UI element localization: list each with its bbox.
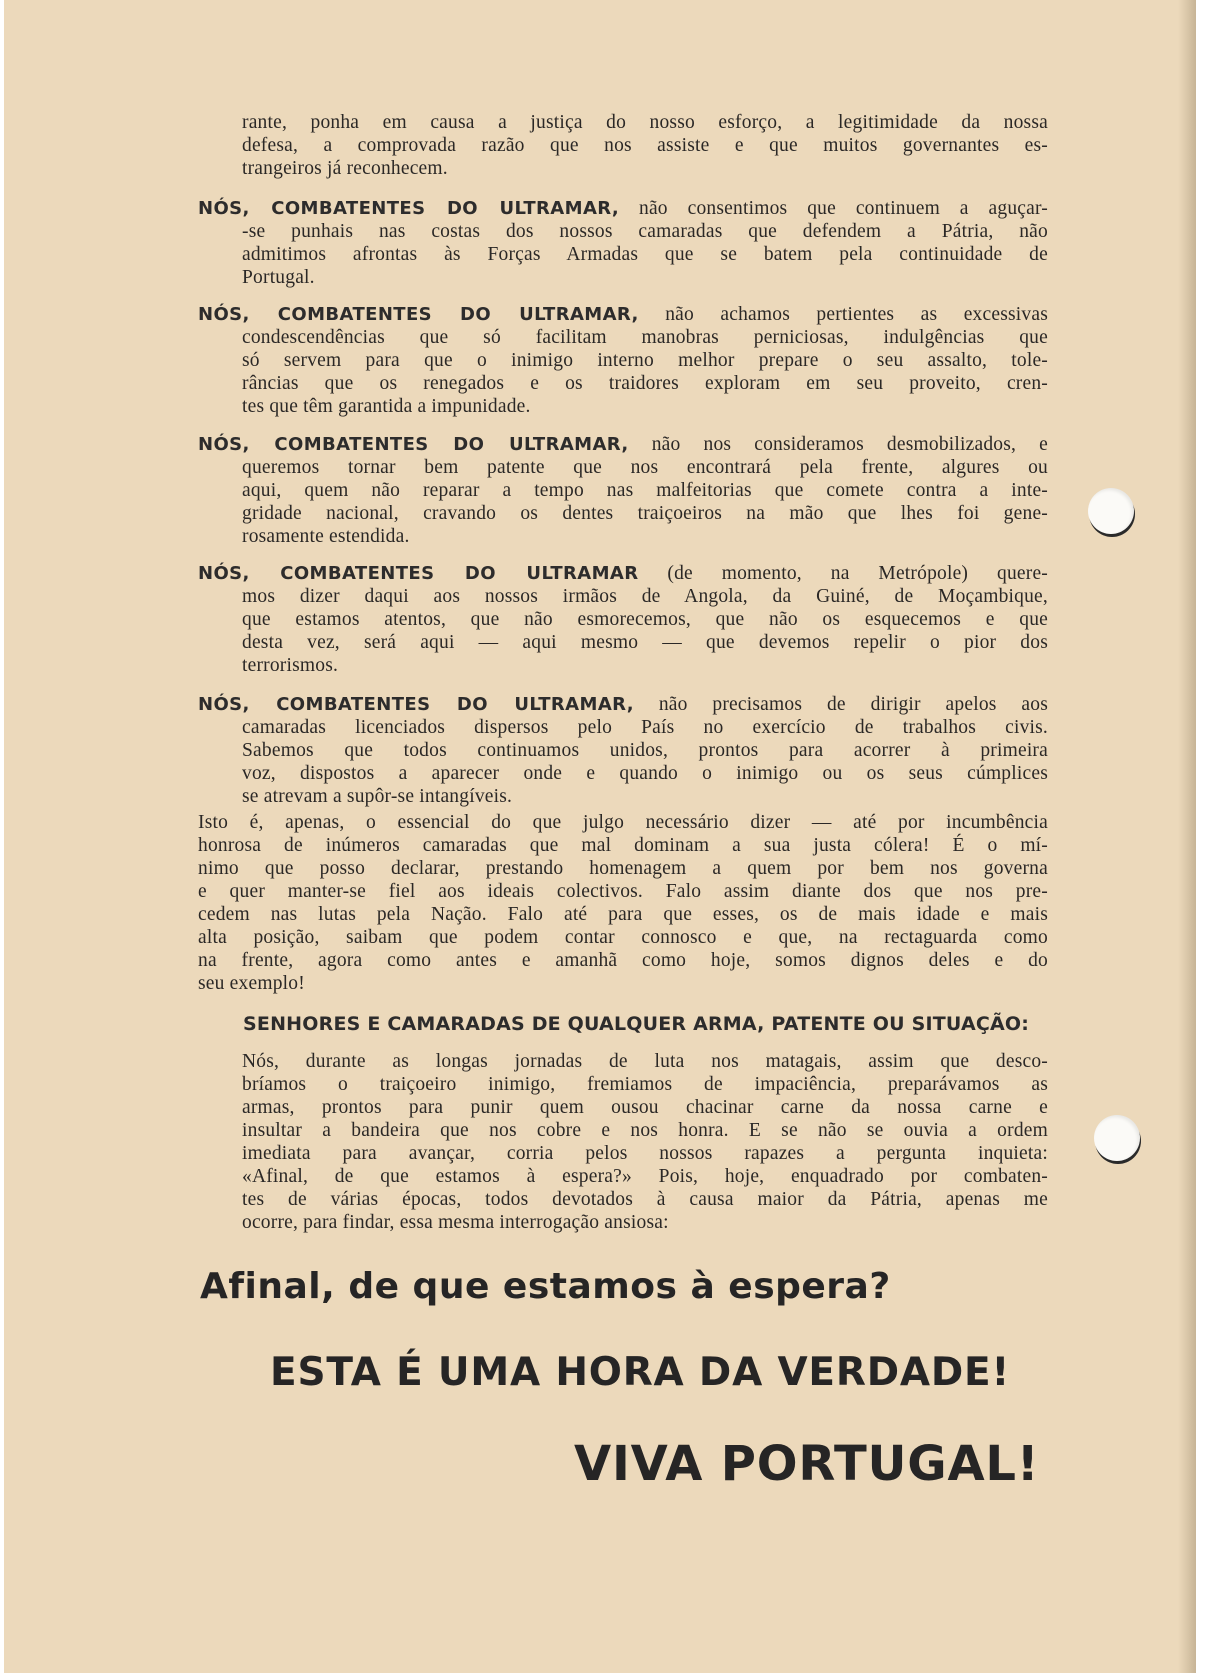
paragraph-3 (198, 433, 1048, 548)
text-line: -se punhais nas costas dos nossos camaradas que defendem a Pátria, não (242, 221, 1048, 242)
paragraph-2 (198, 303, 1048, 418)
text-line: imediata para avançar, corria pelos nossos rapazes a pergunta inquieta: (242, 1143, 1048, 1164)
text-line: gridade nacional, cravando os dentes traiçoeiros na mão que lhes foi gene- (242, 503, 1048, 524)
text-line: seu exemplo! (198, 973, 305, 994)
text-line: mos dizer daqui aos nossos irmãos de Angola, da Guiné, de Moçambique, (242, 586, 1048, 607)
text-line: e quer manter-se fiel aos ideais colectivos. Falo assim diante dos que nos pre- (198, 881, 1048, 902)
text-line: Portugal. (242, 267, 315, 288)
text-line: Sabemos que todos continuamos unidos, prontos para acorrer à primeira (242, 740, 1048, 761)
text-line: defesa, a comprovada razão que nos assiste e que muitos governantes es- (242, 135, 1048, 156)
text-line: armas, prontos para punir quem ousou chacinar carne da nossa carne e (242, 1097, 1048, 1118)
text-line: NÓS, COMBATENTES DO ULTRAMAR, não consentimos que continuem a aguçar- (198, 198, 1048, 219)
lead-phrase: NÓS, COMBATENTES DO ULTRAMAR (198, 563, 639, 584)
lead-phrase: NÓS, COMBATENTES DO ULTRAMAR, (198, 304, 639, 325)
text-line: Isto é, apenas, o essencial do que julgo necessário dizer — até por incumbência (198, 812, 1048, 833)
document-page (4, 0, 1196, 1673)
text-line: rante, ponha em causa a justiça do nosso esforço, a legitimidade da nossa (242, 112, 1048, 133)
lead-phrase: NÓS, COMBATENTES DO ULTRAMAR, (198, 198, 620, 219)
text-line: «Afinal, de que estamos à espera?» Pois, hoje, enquadrado por combaten- (242, 1166, 1048, 1187)
text-line: admitimos afrontas às Forças Armadas que se batem pela continuidade de (242, 244, 1048, 265)
lead-phrase: NÓS, COMBATENTES DO ULTRAMAR, (198, 694, 634, 715)
text-line: insultar a bandeira que nos cobre e nos honra. E se não se ouvia a ordem (242, 1120, 1048, 1141)
text-line: nimo que posso declarar, prestando homenagem a quem por bem nos governa (198, 858, 1048, 879)
slogan-question: Afinal, de que estamos à espera? (200, 1266, 891, 1307)
text-line: condescendências que só facilitam manobras perniciosas, indulgências que (242, 327, 1048, 348)
text-line: NÓS, COMBATENTES DO ULTRAMAR (de momento, na Metrópole) quere- (198, 563, 1048, 584)
paragraph-1 (198, 197, 1048, 289)
paragraph-5 (198, 693, 1048, 808)
paragraph-6 (198, 811, 1048, 995)
text-line: Nós, durante as longas jornadas de luta nos matagais, assim que desco- (242, 1051, 1048, 1072)
text-line: bríamos o traiçoeiro inimigo, fremiamos de impaciência, preparávamos as (242, 1074, 1048, 1095)
text-line: queremos tornar bem patente que nos encontrará pela frente, algures ou (242, 457, 1048, 478)
text-line: cedem nas lutas pela Nação. Falo até para que esses, os de mais idade e mais (198, 904, 1048, 925)
paragraph-7 (242, 1050, 1048, 1234)
slogan-viva-portugal: VIVA PORTUGAL! (574, 1436, 1040, 1492)
text-line: NÓS, COMBATENTES DO ULTRAMAR, não nos consideramos desmobilizados, e (198, 434, 1048, 455)
text-line: NÓS, COMBATENTES DO ULTRAMAR, não precisamos de dirigir apelos aos (198, 694, 1048, 715)
text-line: tes que têm garantida a impunidade. (242, 396, 531, 417)
text-line: se atrevam a supôr-se intangíveis. (242, 786, 513, 807)
slogan-hour-of-truth: ESTA É UMA HORA DA VERDADE! (270, 1350, 1011, 1395)
text-line: alta posição, saibam que podem contar connosco e que, na rectaguarda como (198, 927, 1048, 948)
text-line: râncias que os renegados e os traidores exploram em seu proveito, cren- (242, 373, 1048, 394)
punch-hole (1094, 1115, 1140, 1161)
text-line: honrosa de inúmeros camaradas que mal dominam a sua justa cólera! É o mí- (198, 835, 1048, 856)
address-heading: SENHORES E CAMARADAS DE QUALQUER ARMA, PATENTE OU SITUAÇÃO: (243, 1013, 1030, 1035)
text-line: aqui, quem não reparar a tempo nas malfeitorias que comete contra a inte- (242, 480, 1048, 501)
text-line: rosamente estendida. (242, 526, 410, 547)
text-line: camaradas licenciados dispersos pelo País no exercício de trabalhos civis. (242, 717, 1048, 738)
paragraph-4 (198, 562, 1048, 677)
text-line: terrorismos. (242, 655, 339, 676)
lead-phrase: NÓS, COMBATENTES DO ULTRAMAR, (198, 434, 629, 455)
text-line: na frente, agora como antes e amanhã como hoje, somos dignos deles e do (198, 950, 1048, 971)
text-line: voz, dispostos a aparecer onde e quando o inimigo ou os seus cúmplices (242, 763, 1048, 784)
text-line: que estamos atentos, que não esmorecemos, que não os esquecemos e que (242, 609, 1048, 630)
punch-hole (1088, 488, 1134, 534)
text-line: trangeiros já reconhecem. (242, 158, 448, 179)
text-line: tes de várias épocas, todos devotados à causa maior da Pátria, apenas me (242, 1189, 1048, 1210)
text-line: ocorre, para findar, essa mesma interrogação ansiosa: (242, 1212, 669, 1233)
text-line: NÓS, COMBATENTES DO ULTRAMAR, não achamos pertientes as excessivas (198, 304, 1049, 325)
paragraph-intro (242, 111, 1048, 180)
text-line: só servem para que o inimigo interno melhor prepare o seu assalto, tole- (242, 350, 1048, 371)
text-line: desta vez, será aqui — aqui mesmo — que devemos repelir o pior dos (242, 632, 1048, 653)
